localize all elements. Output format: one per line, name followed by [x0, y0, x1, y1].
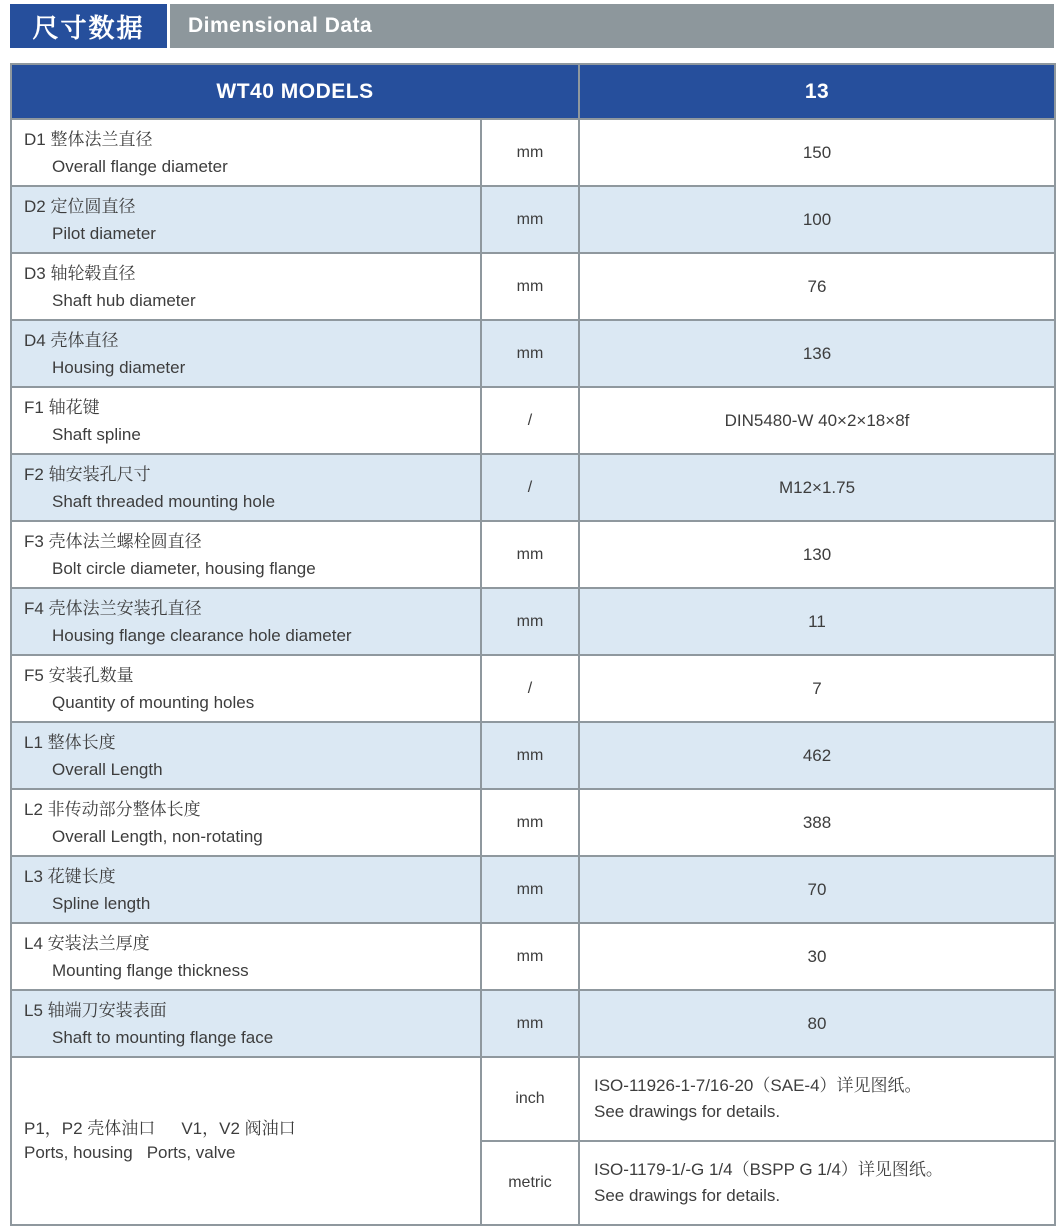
- value-cell: 150: [579, 119, 1055, 186]
- dimension-label-cell: [11, 387, 481, 454]
- value-cell: DIN5480-W 40×2×18×8f: [579, 387, 1055, 454]
- table-row: [11, 119, 1055, 186]
- dimension-label-english: Shaft spline: [52, 424, 141, 444]
- dimension-label-cell: [11, 990, 481, 1057]
- table-row: [11, 923, 1055, 990]
- unit-cell: mm: [481, 320, 579, 387]
- dimension-label-chinese: D4 壳体直径: [24, 330, 119, 350]
- unit-cell: mm: [481, 990, 579, 1057]
- unit-cell: mm: [481, 856, 579, 923]
- dimension-label-english: Housing diameter: [52, 357, 186, 377]
- dimension-label-cell: [11, 856, 481, 923]
- dimension-label-cell: [11, 722, 481, 789]
- unit-cell: /: [481, 454, 579, 521]
- value-cell: 136: [579, 320, 1055, 387]
- value-cell: [579, 1141, 1055, 1225]
- dimension-label-cell: [11, 521, 481, 588]
- dimension-label-cell: [11, 923, 481, 990]
- value-cell: 80: [579, 990, 1055, 1057]
- table-row: [11, 454, 1055, 521]
- ports-valve-en: Ports, valve: [146, 1143, 236, 1162]
- ports-label-english: [24, 1141, 480, 1165]
- dimension-label-english: Bolt circle diameter, housing flange: [52, 558, 316, 578]
- value-cell: 100: [579, 186, 1055, 253]
- value-cell: 462: [579, 722, 1055, 789]
- ports-valve-cn: V1，V2 阀油口: [181, 1119, 296, 1138]
- dimension-label-chinese: D1 整体法兰直径: [24, 129, 153, 149]
- unit-cell: inch: [481, 1057, 579, 1141]
- dimension-label-cell: [11, 789, 481, 856]
- unit-cell: mm: [481, 789, 579, 856]
- dimension-label-english: Quantity of mounting holes: [52, 692, 255, 712]
- unit-cell: mm: [481, 119, 579, 186]
- dimension-label-english: Pilot diameter: [52, 223, 156, 243]
- section-badge-en: [170, 4, 1054, 48]
- table-row-ports-inch: [11, 1057, 1055, 1141]
- ports-label-chinese: [24, 1117, 480, 1141]
- ports-inch-spec: ISO-11926-1-7/16-20（SAE-4）详见图纸。: [594, 1076, 922, 1095]
- dimension-label-english: Housing flange clearance hole diameter: [52, 625, 352, 645]
- table-row: [11, 186, 1055, 253]
- ports-metric-spec: ISO-1179-1/-G 1/4（BSPP G 1/4）详见图纸。: [594, 1160, 943, 1179]
- section-title-english: Dimensional Data: [188, 14, 373, 37]
- table-row: [11, 722, 1055, 789]
- dimension-label-cell: [11, 253, 481, 320]
- value-cell: 388: [579, 789, 1055, 856]
- table-row: [11, 521, 1055, 588]
- section-badge-cn: [10, 4, 167, 48]
- table-header-row: [11, 64, 1055, 119]
- section-title-bar: [10, 4, 1054, 48]
- dimensional-data-table: [10, 63, 1056, 1226]
- ports-housing-cn: P1，P2 壳体油口: [24, 1119, 156, 1138]
- dimension-label-english: Mounting flange thickness: [52, 960, 249, 980]
- dimension-label-cell: [11, 119, 481, 186]
- value-cell: [579, 1057, 1055, 1141]
- dimension-label-chinese: L5 轴端刀安装表面: [24, 1000, 167, 1020]
- ports-metric-note: See drawings for details.: [594, 1186, 781, 1205]
- dimension-label-chinese: L4 安装法兰厚度: [24, 933, 150, 953]
- dimension-label-cell: [11, 588, 481, 655]
- value-cell: 11: [579, 588, 1055, 655]
- table-row: [11, 588, 1055, 655]
- dimension-label-cell: [11, 454, 481, 521]
- ports-label-cell: [11, 1057, 481, 1225]
- table-row: [11, 655, 1055, 722]
- dimension-label-chinese: D3 轴轮毂直径: [24, 263, 136, 283]
- unit-cell: /: [481, 387, 579, 454]
- table-row: [11, 253, 1055, 320]
- dimension-label-english: Shaft hub diameter: [52, 290, 196, 310]
- dimension-label-english: Shaft to mounting flange face: [52, 1027, 274, 1047]
- value-cell: 76: [579, 253, 1055, 320]
- ports-housing-en: Ports, housing: [24, 1143, 133, 1162]
- dimension-label-chinese: F2 轴安装孔尺寸: [24, 464, 151, 484]
- dimension-rows: [11, 119, 1055, 1057]
- unit-cell: metric: [481, 1141, 579, 1225]
- ports-inch-note: See drawings for details.: [594, 1102, 781, 1121]
- table-row: [11, 387, 1055, 454]
- value-cell: 130: [579, 521, 1055, 588]
- unit-cell: mm: [481, 588, 579, 655]
- dimension-label-chinese: D2 定位圆直径: [24, 196, 136, 216]
- value-cell: 7: [579, 655, 1055, 722]
- dimension-label-chinese: L3 花键长度: [24, 866, 116, 886]
- value-cell: 30: [579, 923, 1055, 990]
- dimension-label-chinese: L1 整体长度: [24, 732, 116, 752]
- unit-cell: mm: [481, 521, 579, 588]
- dimension-label-english: Overall Length: [52, 759, 163, 779]
- dimension-label-chinese: L2 非传动部分整体长度: [24, 799, 201, 819]
- value-cell: 70: [579, 856, 1055, 923]
- size-header-cell: 13: [579, 64, 1055, 119]
- unit-cell: /: [481, 655, 579, 722]
- unit-cell: mm: [481, 722, 579, 789]
- value-cell: M12×1.75: [579, 454, 1055, 521]
- unit-cell: mm: [481, 253, 579, 320]
- table-row: [11, 990, 1055, 1057]
- unit-cell: mm: [481, 186, 579, 253]
- table-row: [11, 789, 1055, 856]
- dimension-label-chinese: F5 安装孔数量: [24, 665, 134, 685]
- table-row: [11, 856, 1055, 923]
- dimension-label-cell: [11, 655, 481, 722]
- dimension-label-chinese: F4 壳体法兰安装孔直径: [24, 598, 202, 618]
- dimension-label-english: Overall flange diameter: [52, 156, 228, 176]
- dimension-label-english: Overall Length, non-rotating: [52, 826, 263, 846]
- section-title-chinese: 尺寸数据: [32, 12, 145, 43]
- table-row: [11, 320, 1055, 387]
- dimension-label-cell: [11, 320, 481, 387]
- models-header-cell: WT40 MODELS: [11, 64, 579, 119]
- dimension-label-english: Spline length: [52, 893, 151, 913]
- dimension-label-cell: [11, 186, 481, 253]
- dimension-label-chinese: F1 轴花键: [24, 397, 100, 417]
- unit-cell: mm: [481, 923, 579, 990]
- dimension-label-chinese: F3 壳体法兰螺栓圆直径: [24, 531, 202, 551]
- dimension-label-english: Shaft threaded mounting hole: [52, 491, 276, 511]
